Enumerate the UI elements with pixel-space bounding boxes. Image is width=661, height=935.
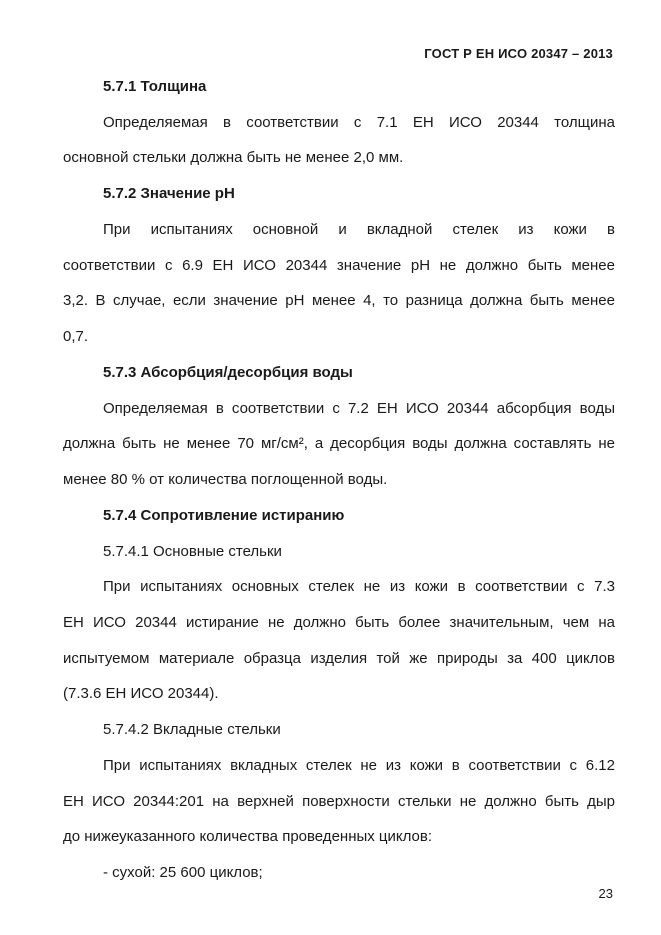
page-number: 23	[598, 886, 613, 901]
subsection-5-7-4-2-title: 5.7.4.2 Вкладные стельки	[103, 721, 281, 738]
paragraph-line: основной стельки должна быть не менее 2,0 мм.	[63, 149, 404, 166]
paragraph-line: 0,7.	[63, 328, 89, 345]
list-item: - сухой: 25 600 циклов;	[103, 864, 263, 881]
document-header-standard: ГОСТ Р ЕН ИСО 20347 – 2013	[424, 46, 613, 61]
paragraph-line: (7.3.6 ЕН ИСО 20344).	[63, 685, 219, 702]
section-5-7-3-title: 5.7.3 Абсорбция/десорбция воды	[103, 364, 353, 381]
paragraph-line: ЕН ИСО 20344:201 на верхней поверхности стельки не должно быть дыр	[63, 793, 615, 810]
paragraph-line: При испытаниях основной и вкладной стелек из кожи в	[103, 221, 615, 238]
section-5-7-2-title: 5.7.2 Значение pH	[103, 185, 235, 202]
paragraph-line: ЕН ИСО 20344 истирание не должно быть более значительным, чем на	[63, 614, 615, 631]
paragraph-line: Определяемая в соответствии с 7.1 ЕН ИСО 20344 толщина	[103, 114, 615, 131]
paragraph-line: до нижеуказанного количества проведенных циклов:	[63, 828, 433, 845]
paragraph-line: соответствии с 6.9 ЕН ИСО 20344 значение pH не должно быть менее	[63, 257, 615, 274]
paragraph-line: должна быть не менее 70 мг/см², а десорбция воды должна составлять не	[63, 435, 615, 452]
paragraph-line: Определяемая в соответствии с 7.2 ЕН ИСО 20344 абсорбция воды	[103, 400, 615, 417]
paragraph-line: При испытаниях основных стелек не из кожи в соответствии с 7.3	[103, 578, 615, 595]
subsection-5-7-4-1-title: 5.7.4.1 Основные стельки	[103, 543, 282, 560]
section-5-7-1-title: 5.7.1 Толщина	[103, 78, 207, 95]
paragraph-line: При испытаниях вкладных стелек не из кожи в соответствии с 6.12	[103, 757, 615, 774]
paragraph-line: 3,2. В случае, если значение pH менее 4, то разница должна быть менее	[63, 292, 615, 309]
paragraph-line: испытуемом материале образца изделия той же природы за 400 циклов	[63, 650, 615, 667]
section-5-7-4-title: 5.7.4 Сопротивление истиранию	[103, 507, 345, 524]
paragraph-line: менее 80 % от количества поглощенной воды.	[63, 471, 388, 488]
